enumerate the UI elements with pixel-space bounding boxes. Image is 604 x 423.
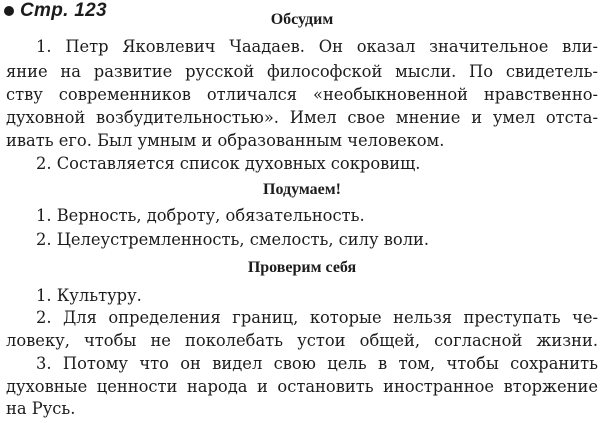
text-line: 3. Потому что он видел свою цель в том, чтобы сохранить bbox=[36, 354, 598, 373]
section-heading-think: Подумаем! bbox=[263, 181, 341, 198]
text-line: духовные ценности народа и остановить иностранное вторжение bbox=[6, 377, 598, 396]
text-line: яние на развитие русской философской мысли. По свидетель- bbox=[6, 62, 598, 81]
text-line: 1. Верность, доброту, обязательность. bbox=[36, 206, 365, 225]
section-heading-discuss: Обсудим bbox=[270, 11, 334, 28]
text-line: ству современников отличался «необыкновенной нравственно- bbox=[6, 85, 598, 104]
text-line: 1. Петр Яковлевич Чаадаев. Он оказал значительное вли- bbox=[36, 37, 598, 56]
page-reference: Стр. 123 bbox=[20, 0, 107, 21]
text-line: духовной возбудительностью». Имел свое мнение и умел отста- bbox=[6, 108, 598, 127]
text-line: на Русь. bbox=[6, 399, 76, 418]
text-line: ловеку, чтобы не поколебать устои общей, согласной жизни. bbox=[6, 331, 598, 350]
text-line: 2. Для определения границ, которые нельзя преступать че- bbox=[36, 308, 598, 327]
text-line: 2. Составляется список духовных сокровищ. bbox=[36, 154, 421, 173]
text-line: 1. Культуру. bbox=[36, 286, 142, 305]
text-line: ивать его. Был умным и образованным человеком. bbox=[6, 131, 445, 150]
section-heading-check-yourself: Проверим себя bbox=[247, 259, 357, 276]
text-line: 2. Целеустремленность, смелость, силу воли. bbox=[36, 230, 430, 249]
